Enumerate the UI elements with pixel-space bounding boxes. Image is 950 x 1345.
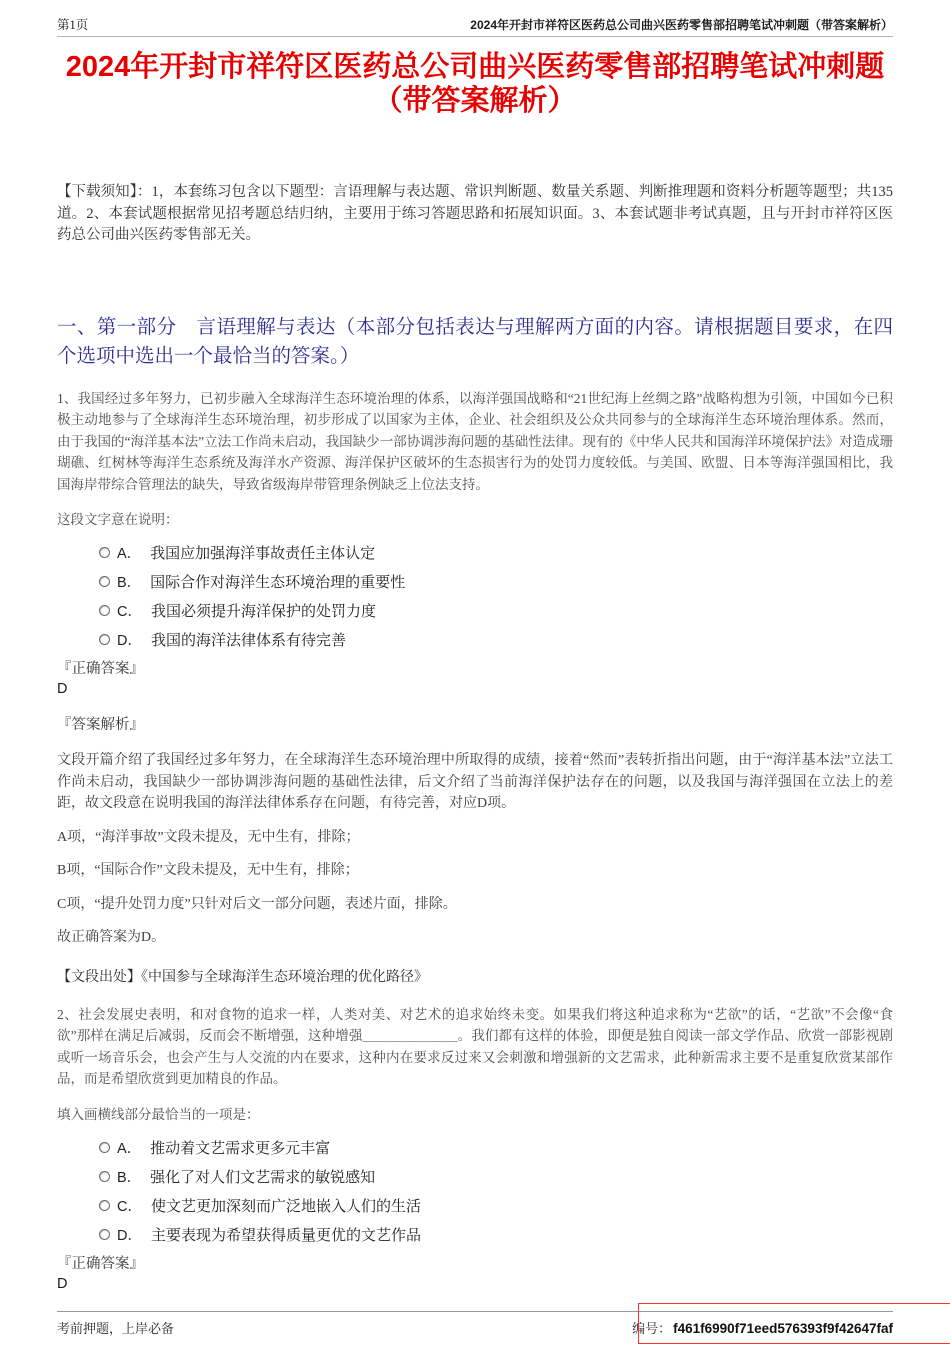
correct-answer-value: D (57, 681, 68, 697)
analysis-paragraph: C项，“提升处罚力度”只针对后文一部分问题，表述片面，排除。 (57, 896, 457, 912)
question-1 (57, 388, 893, 986)
option-letter: A． (117, 1140, 142, 1157)
option-text: 我国的海洋法律体系有待完善 (150, 633, 346, 649)
option-text: 强化了对人们文艺需求的敏锐感知 (150, 1169, 376, 1186)
option-c[interactable] (99, 596, 893, 625)
radio-button-icon[interactable] (99, 576, 110, 587)
option-letter: A． (117, 546, 142, 562)
doc-id-value: f461f6990f71eed576393f9f42647faf (673, 1321, 893, 1336)
option-b[interactable] (99, 567, 893, 596)
page-number: 第1页 (57, 18, 89, 32)
radio-button-icon[interactable] (99, 634, 110, 645)
correct-answer-label: 『正确答案』 (57, 661, 144, 677)
radio-button-icon[interactable] (99, 1200, 110, 1211)
option-letter: B． (117, 1169, 142, 1186)
footer-slogan: 考前押题，上岸必备 (57, 1321, 175, 1336)
options-list (57, 1133, 893, 1249)
analysis-conclusion: 故正确答案为D。 (57, 930, 166, 945)
doc-id-label: 编号： (632, 1321, 672, 1336)
page-header (57, 0, 893, 37)
option-text: 推动着文艺需求更多元丰富 (150, 1140, 331, 1157)
option-text: 国际合作对海洋生态环境治理的重要性 (150, 575, 406, 591)
section-heading: 一、第一部分 言语理解与表达（本部分包括表达与理解两方面的内容。请根据题目要求，在四个选项中选出一个最恰当的答案。） (57, 316, 893, 367)
option-d[interactable] (99, 1220, 893, 1249)
analysis-paragraph: A项，“海洋事故”文段未提及，无中生有，排除； (57, 829, 360, 845)
option-a[interactable] (99, 1133, 893, 1162)
radio-button-icon[interactable] (99, 1171, 110, 1182)
options-list (57, 538, 893, 654)
correct-answer-value: D (57, 1275, 68, 1292)
analysis-label: 『答案解析』 (57, 717, 144, 733)
option-text: 使文艺更加深刻而广泛地嵌入人们的生活 (150, 1198, 421, 1215)
option-letter: C． (117, 1198, 142, 1215)
radio-button-icon[interactable] (99, 605, 110, 616)
radio-button-icon[interactable] (99, 1229, 110, 1240)
option-c[interactable] (99, 1191, 893, 1220)
option-text: 我国应加强海洋事故责任主体认定 (150, 546, 376, 562)
question-2 (57, 1004, 893, 1294)
analysis-paragraph: B项，“国际合作”文段未提及，无中生有，排除； (57, 863, 359, 878)
radio-button-icon[interactable] (99, 547, 110, 558)
doc-id (632, 1318, 893, 1337)
question-prompt: 填入画横线部分最恰当的一项是： (57, 1106, 260, 1122)
download-notice: 【下载须知】：1，本套练习包含以下题型：言语理解与表达题、常识判断题、数量关系题、判断推理题和资料分析题等题型；共135道。2、本套试题根据常见招考题总结归纳，主要用于练习答题思路和拓展知识面。3、本套试题非考试真题，且与开封市祥符区医药总公司曲兴医药零售部无关。 (57, 184, 893, 243)
question-stem: 1、我国经过多年努力，已初步融入全球海洋生态环境治理的体系，以海洋强国战略和“21世纪海上丝绸之路”战略构想为引领，中国如今已积极主动地参与了全球海洋生态环境治理，初步形成了以国家为主体，企业、社会组织及公众共同参与的全球海洋生态环境治理体系。然而，由于我国的“海洋基本法”立法工作尚未启动，我国缺少一部协调涉海问题的基础性法律。现有的《中华人民共和国海洋环境保护法》对造成珊瑚礁、红树林等海洋生态系统及海洋水产资源、海洋保护区破坏的生态损害行为的处罚力度较低。与美国、欧盟、日本等海洋强国相比，我国海岸带综合管理法的缺失，导致省级海岸带管理条例缺乏上位法支持。 (57, 390, 893, 492)
option-text: 我国必须提升海洋保护的处罚力度 (150, 604, 376, 620)
option-letter: C． (117, 604, 142, 620)
option-letter: D． (117, 1227, 142, 1244)
question-prompt: 这段文字意在说明： (57, 512, 179, 527)
page-footer (57, 1311, 893, 1337)
document-title: 2024年开封市祥符区医药总公司曲兴医药零售部招聘笔试冲刺题（带答案解析） (65, 51, 885, 117)
option-text: 主要表现为希望获得质量更优的文艺作品 (150, 1227, 421, 1244)
option-letter: D． (117, 633, 142, 649)
analysis-paragraph: 文段开篇介绍了我国经过多年努力，在全球海洋生态环境治理中所取得的成绩，接着“然而”表转折指出问题，由于“海洋基本法”立法工作尚未启动，我国缺少一部协调涉海问题的基础性法律，后文介绍了当前海洋保护法存在的问题，以及我国与海洋强国在立法上的差距，故文段意在说明我国的海洋法律体系存在问题，有待完善，对应D项。 (57, 753, 893, 811)
source-line: 【文段出处】《中国参与全球海洋生态环境治理的优化路径》 (57, 969, 428, 985)
option-d[interactable] (99, 625, 893, 654)
option-b[interactable] (99, 1162, 893, 1191)
option-a[interactable] (99, 538, 893, 567)
option-letter: B． (117, 575, 142, 591)
radio-button-icon[interactable] (99, 1142, 110, 1153)
header-doc-title: 2024年开封市祥符区医药总公司曲兴医药零售部招聘笔试冲刺题（带答案解析） (470, 18, 893, 32)
question-stem: 2、社会发展史表明，和对食物的追求一样，人类对美、对艺术的追求始终未变。如果我们将这种追求称为“艺欲”的话，“艺欲”不会像“食欲”那样在满足后减弱，反而会不断增强，这种增强＿＿＿＿＿＿＿。我们都有这样的体验，即便是独自阅读一部文学作品、欣赏一部影视剧或听一场音乐会，也会产生与人交流的内在要求，这种内在要求反过来又会刺激和增强新的文艺需求，此种新需求主要不是重复欣赏某部作品，而是希望欣赏到更加精良的作品。 (57, 1006, 893, 1086)
correct-answer-label: 『正确答案』 (57, 1255, 144, 1272)
